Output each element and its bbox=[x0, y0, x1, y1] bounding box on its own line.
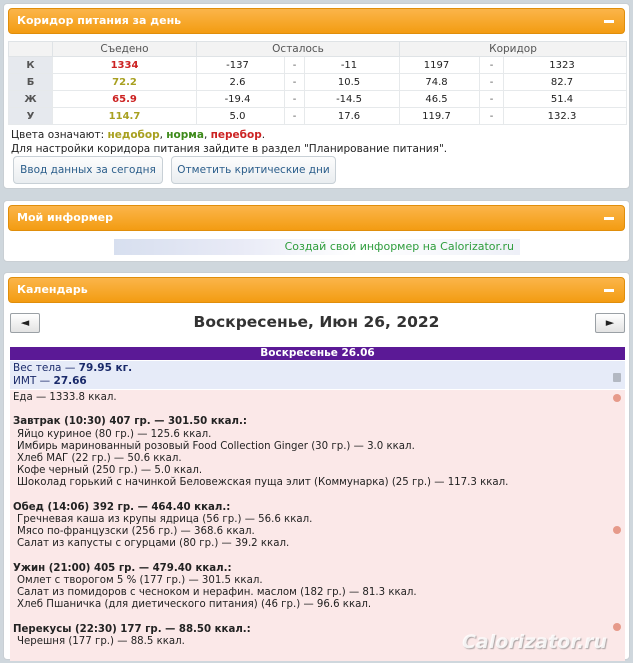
table-row bbox=[9, 91, 627, 108]
collapse-icon[interactable] bbox=[604, 289, 614, 292]
dash: - bbox=[285, 91, 305, 108]
collapse-icon[interactable] bbox=[604, 20, 614, 23]
legend-sep: , bbox=[159, 129, 167, 141]
corridor-from: 46.5 bbox=[400, 91, 480, 108]
food-box bbox=[10, 390, 625, 661]
corridor-to: 132.3 bbox=[504, 108, 627, 125]
calendar-panel-title: Календарь bbox=[17, 283, 88, 296]
corridor-to: 51.4 bbox=[504, 91, 627, 108]
remaining-from: 5.0 bbox=[197, 108, 285, 125]
meal-title: Перекусы (22:30) 177 гр. — 88.50 ккал.: bbox=[13, 623, 251, 635]
list-item: Гречневая каша из крупы ядрица (56 гр.) — 56.6 ккал. bbox=[17, 514, 313, 525]
remaining-header: Осталось bbox=[197, 42, 400, 57]
calendar-panel-header[interactable] bbox=[8, 277, 625, 303]
color-legend bbox=[11, 128, 447, 156]
corner-cell bbox=[9, 42, 53, 57]
corridor-panel-header[interactable] bbox=[8, 8, 625, 34]
eaten-value: 1334 bbox=[53, 57, 197, 74]
remaining-to: 10.5 bbox=[305, 74, 400, 91]
dash: - bbox=[480, 57, 504, 74]
arrow-left-icon: ◄ bbox=[20, 316, 30, 329]
legend-over: перебор bbox=[210, 129, 262, 141]
list-item: Шоколад горький с начинкой Беловежская пуща элит (Коммунарка) (25 гр.) — 117.3 ккал. bbox=[17, 477, 509, 489]
list-item: Хлеб Пшаничка (для диетического питания) (46 гр.) — 96.6 ккал. bbox=[17, 599, 372, 611]
food-total: Еда — 1333.8 ккал. bbox=[13, 392, 117, 403]
apple-icon[interactable] bbox=[613, 526, 621, 534]
corridor-from: 1197 bbox=[400, 57, 480, 74]
row-label: У bbox=[9, 108, 53, 125]
informer-link[interactable]: Создай свой информер на Calorizator.ru bbox=[284, 240, 514, 253]
dash: - bbox=[285, 108, 305, 125]
dash: - bbox=[480, 108, 504, 125]
eaten-value: 65.9 bbox=[53, 91, 197, 108]
legend-line bbox=[11, 128, 447, 142]
list-item: Яйцо куриное (80 гр.) — 125.6 ккал. bbox=[17, 428, 212, 440]
corridor-to: 82.7 bbox=[504, 74, 627, 91]
remaining-to: -11 bbox=[305, 57, 400, 74]
weight-box bbox=[10, 361, 625, 389]
calendar-date-title: Воскресенье, Июн 26, 2022 bbox=[193, 313, 440, 331]
site-watermark: Calorizator.ru bbox=[461, 631, 607, 653]
dash: - bbox=[285, 74, 305, 91]
meal-title: Завтрак (10:30) 407 гр. — 301.50 ккал.: bbox=[13, 416, 247, 428]
row-label: Ж bbox=[9, 91, 53, 108]
weight-value: 79.95 кг. bbox=[78, 362, 133, 374]
dash: - bbox=[480, 91, 504, 108]
list-item: Имбирь маринованный розовый Food Collection Ginger (30 гр.) — 3.0 ккал. bbox=[17, 440, 415, 452]
corridor-table bbox=[8, 41, 627, 125]
bmi-line bbox=[13, 375, 625, 388]
next-day-button[interactable] bbox=[595, 313, 625, 333]
collapse-icon[interactable] bbox=[604, 217, 614, 220]
list-item: Салат из помидоров с чесноком и нерафин. маслом (182 гр.) — 81.3 ккал. bbox=[17, 587, 417, 599]
table-row bbox=[9, 74, 627, 91]
calendar-panel bbox=[3, 272, 630, 660]
bmi-label: ИМТ — bbox=[13, 375, 54, 387]
apple-icon[interactable] bbox=[613, 394, 621, 402]
list-item: Мясо по-французски (256 гр.) — 368.6 ккал. bbox=[17, 526, 255, 538]
remaining-from: -19.4 bbox=[197, 91, 285, 108]
weight-label: Вес тела — bbox=[13, 362, 79, 374]
list-item: Омлет с творогом 5 % (177 гр.) — 301.5 ккал. bbox=[17, 575, 263, 586]
legend-norm: норма bbox=[166, 129, 204, 141]
corridor-header: Коридор bbox=[400, 42, 627, 57]
informer-panel-title: Мой информер bbox=[17, 211, 114, 224]
corridor-panel-title: Коридор питания за день bbox=[17, 14, 182, 27]
list-item: Черешня (177 гр.) — 88.5 ккал. bbox=[17, 636, 185, 647]
settings-note: Для настройки коридора питания зайдите в раздел "Планирование питания". bbox=[11, 143, 448, 155]
row-label: Б bbox=[9, 74, 53, 91]
arrow-right-icon: ► bbox=[605, 316, 615, 329]
row-label: К bbox=[9, 57, 53, 74]
corridor-from: 119.7 bbox=[400, 108, 480, 125]
informer-panel bbox=[3, 200, 630, 262]
legend-sep: , bbox=[203, 129, 211, 141]
eaten-value: 114.7 bbox=[53, 108, 197, 125]
legend-prefix: Цвета означают: bbox=[11, 129, 108, 141]
bmi-value: 27.66 bbox=[53, 375, 87, 387]
remaining-from: -137 bbox=[197, 57, 285, 74]
corridor-from: 74.8 bbox=[400, 74, 480, 91]
day-header: Воскресенье 26.06 bbox=[10, 347, 625, 360]
corridor-to: 1323 bbox=[504, 57, 627, 74]
eaten-value: 72.2 bbox=[53, 74, 197, 91]
list-item: Кофе черный (250 гр.) — 5.0 ккал. bbox=[17, 465, 203, 477]
table-row bbox=[9, 57, 627, 74]
meal-title: Ужин (21:00) 405 гр. — 479.40 ккал.: bbox=[13, 562, 232, 574]
apple-icon[interactable] bbox=[613, 623, 621, 631]
legend-end: . bbox=[261, 129, 266, 141]
prev-day-button[interactable] bbox=[10, 313, 40, 333]
dash: - bbox=[480, 74, 504, 91]
meal-title: Обед (14:06) 392 гр. — 464.40 ккал.: bbox=[13, 501, 231, 513]
dash: - bbox=[285, 57, 305, 74]
eaten-header: Съедено bbox=[53, 42, 197, 57]
list-item: Салат из капусты с огурцами (80 гр.) — 39.2 ккал. bbox=[17, 538, 290, 550]
table-row bbox=[9, 108, 627, 125]
legend-under: недобор bbox=[107, 129, 160, 141]
remaining-to: 17.6 bbox=[305, 108, 400, 125]
weight-line bbox=[13, 362, 625, 375]
corridor-panel bbox=[3, 3, 630, 189]
scale-icon[interactable] bbox=[613, 373, 621, 382]
informer-panel-header[interactable] bbox=[8, 205, 625, 231]
remaining-to: -14.5 bbox=[305, 91, 400, 108]
enter-today-button[interactable]: Ввод данных за сегодня bbox=[13, 156, 163, 184]
list-item: Хлеб МАГ (22 гр.) — 50.6 ккал. bbox=[17, 453, 182, 464]
remaining-from: 2.6 bbox=[197, 74, 285, 91]
informer-banner[interactable] bbox=[114, 239, 520, 255]
mark-critical-days-button[interactable]: Отметить критические дни bbox=[171, 156, 336, 184]
